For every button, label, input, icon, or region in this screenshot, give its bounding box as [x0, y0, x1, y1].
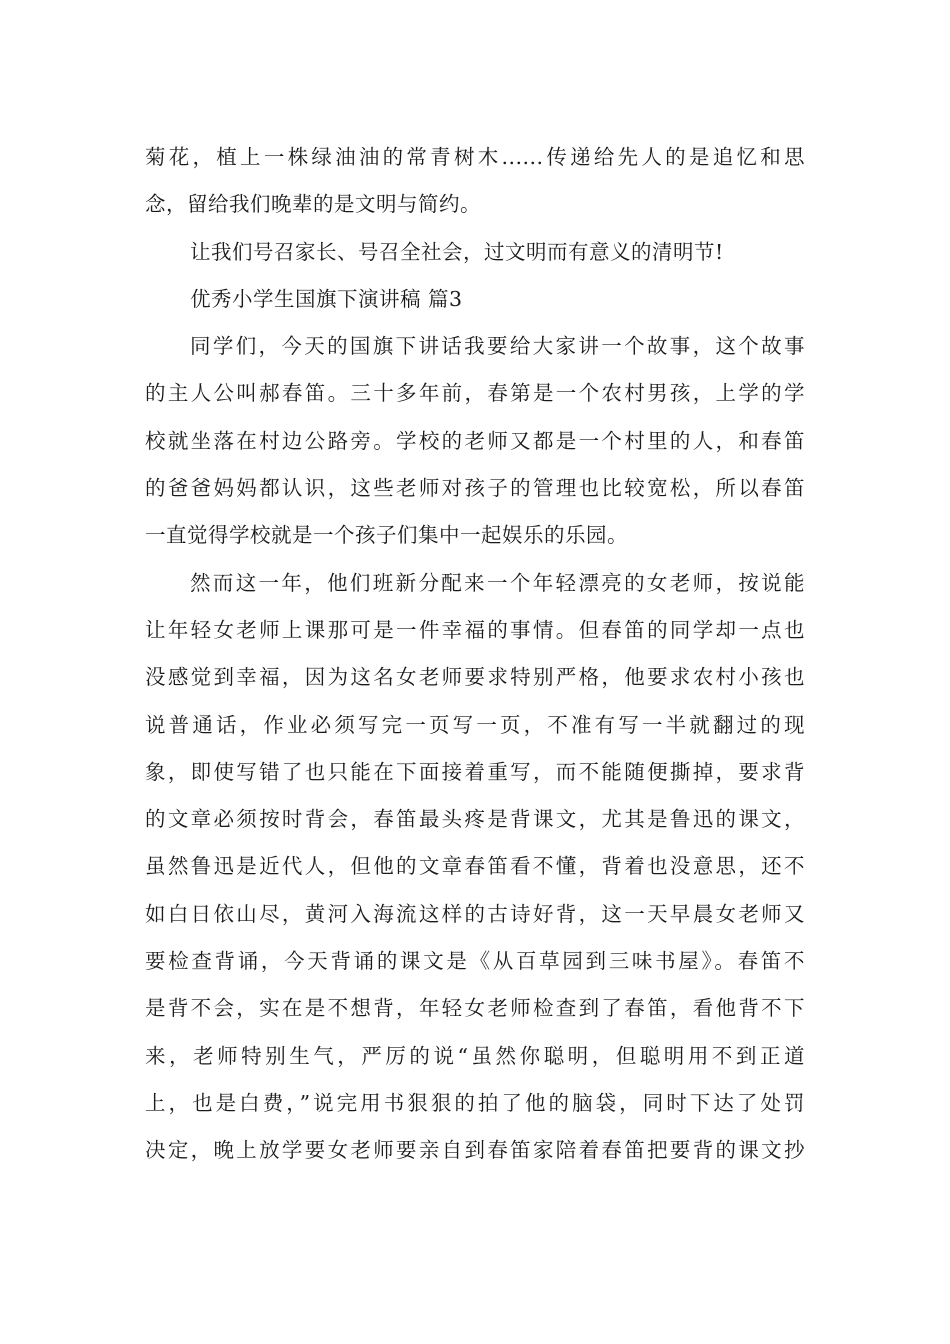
text-line: 让年轻女老师上课那可是一件幸福的事情。但春笛的同学却一点也 [145, 617, 805, 642]
text-line: 一直觉得学校就是一个孩子们集中一起娱乐的乐园。 [145, 523, 628, 548]
text-line: 是背不会，实在是不想背，年轻女老师检查到了春笛，看他背不下 [145, 996, 805, 1021]
text-line: 上，也是白费，”说完用书狠狠的拍了他的脑袋，同时下达了处罚 [145, 1090, 805, 1115]
text-line: 校就坐落在村边公路旁。学校的老师又都是一个村里的人，和春笛 [145, 428, 805, 453]
text-line: 虽然鲁迅是近代人，但他的文章春笛看不懂，背着也没意思，还不 [145, 854, 805, 879]
text-line: 如白日依山尽，黄河入海流这样的古诗好背，这一天早晨女老师又 [145, 901, 805, 926]
text-line: 念，留给我们晚辈的是文明与简约。 [145, 192, 481, 217]
text-line: 让我们号召家长、号召全社会，过文明而有意义的清明节! [190, 239, 724, 264]
text-line: 决定，晚上放学要女老师要亲自到春笛家陪着春笛把要背的课文抄 [145, 1138, 805, 1163]
text-line: 象，即使写错了也只能在下面接着重写，而不能随便撕掉，要求背 [145, 759, 805, 784]
section-heading: 优秀小学生国旗下演讲稿 篇3 [190, 286, 463, 311]
text-line: 来，老师特别生气，严厉的说“虽然你聪明，但聪明用不到正道 [145, 1043, 805, 1068]
text-line: 的爸爸妈妈都认识，这些老师对孩子的管理也比较宽松，所以春笛 [145, 476, 805, 501]
text-line: 然而这一年，他们班新分配来一个年轻漂亮的女老师，按说能 [190, 570, 805, 595]
text-line: 的文章必须按时背会，春笛最头疼是背课文，尤其是鲁迅的课文， [145, 807, 805, 832]
text-line: 的主人公叫郝春笛。三十多年前，春第是一个农村男孩，上学的学 [145, 381, 805, 406]
text-line: 菊花，植上一株绿油油的常青树木......传递给先人的是追忆和思 [145, 145, 805, 169]
text-line: 说普通话，作业必须写完一页写一页，不准有写一半就翻过的现 [145, 712, 805, 737]
text-line: 没感觉到幸福，因为这名女老师要求特别严格，他要求农村小孩也 [145, 665, 805, 690]
text-line: 要检查背诵，今天背诵的课文是《从百草园到三味书屋》。春笛不 [145, 949, 805, 974]
document-body [145, 134, 805, 1175]
text-line: 同学们，今天的国旗下讲话我要给大家讲一个故事，这个故事 [190, 334, 805, 359]
